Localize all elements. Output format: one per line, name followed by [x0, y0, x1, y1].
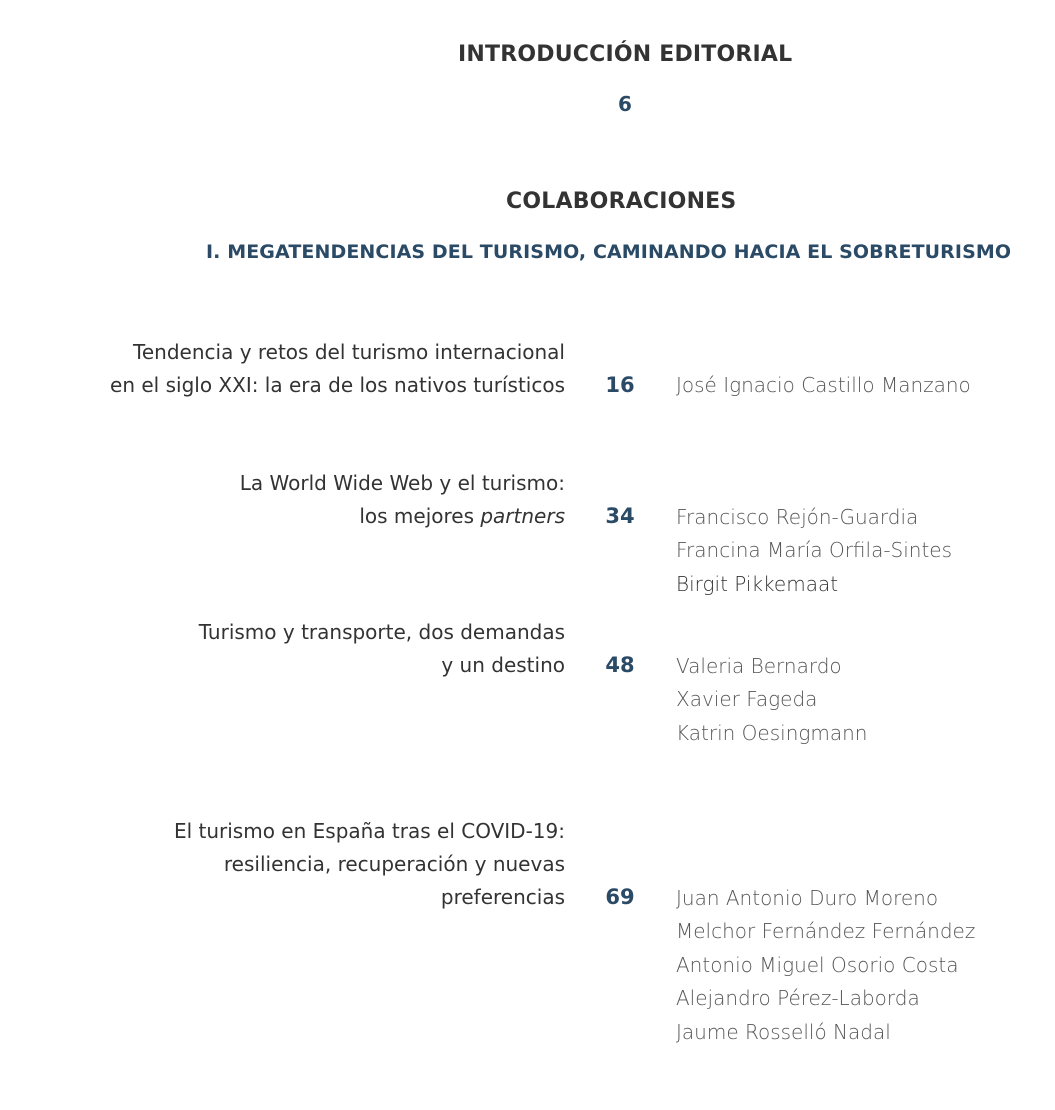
article-title-line: El turismo en España tras el COVID-19:: [173, 819, 565, 843]
article-title[interactable]: [240, 467, 565, 533]
editorial-heading: INTRODUCCIÓN EDITORIAL: [458, 42, 793, 67]
author-name: Juan Antonio Duro Moreno: [676, 886, 939, 910]
article-title-line: [240, 500, 565, 533]
article-title-line: Tendencia y retos del turismo internacional: [133, 340, 565, 364]
author-name: Katrin Oesingmann: [676, 720, 868, 745]
article-title[interactable]: [174, 815, 565, 914]
article-authors: [676, 369, 971, 402]
author-name: Alejandro Pérez-Laborda: [676, 986, 920, 1011]
article-title-line: Turismo y transporte, dos demandas: [198, 620, 565, 644]
article-title-line: en el siglo XXI: la era de los nativos turísticos: [110, 373, 565, 397]
author-name: Francina María Orfila-Sintes: [676, 538, 953, 563]
article-page-number[interactable]: 34: [605, 504, 635, 528]
author-name: Antonio Miguel Osorio Costa: [676, 952, 959, 977]
author-name: Xavier Fageda: [676, 687, 818, 712]
article-title-line: resiliencia, recuperación y nuevas: [223, 852, 565, 876]
colaboraciones-heading: COLABORACIONES: [506, 189, 737, 214]
author-name: Birgit Pikkemaat: [676, 571, 839, 596]
article-title-line: y un destino: [441, 653, 565, 677]
article-authors: [676, 501, 952, 601]
section-title: I. MEGATENDENCIAS DEL TURISMO, CAMINANDO HACIA EL SOBRETURISMO: [206, 241, 1012, 263]
author-name: Valeria Bernardo: [676, 654, 842, 678]
editorial-page-number[interactable]: 6: [618, 92, 632, 116]
article-title[interactable]: [199, 616, 565, 682]
article-title-line: La World Wide Web y el turismo:: [239, 471, 565, 495]
author-name: Melchor Fernández Fernández: [676, 919, 976, 944]
article-page-number[interactable]: 48: [605, 653, 635, 677]
article-title-italic: partners: [480, 504, 565, 528]
article-authors: [676, 882, 975, 1049]
article-page-number[interactable]: 16: [605, 373, 635, 397]
article-title[interactable]: [110, 336, 565, 402]
article-title-text: los mejores: [359, 504, 481, 528]
author-name: José Ignacio Castillo Manzano: [676, 373, 971, 397]
article-page-number[interactable]: 69: [605, 885, 635, 909]
article-authors: [676, 650, 867, 750]
author-name: Jaume Rosselló Nadal: [676, 1019, 891, 1044]
author-name: Francisco Rejón-Guardia: [676, 505, 919, 529]
article-title-line: preferencias: [440, 885, 565, 909]
